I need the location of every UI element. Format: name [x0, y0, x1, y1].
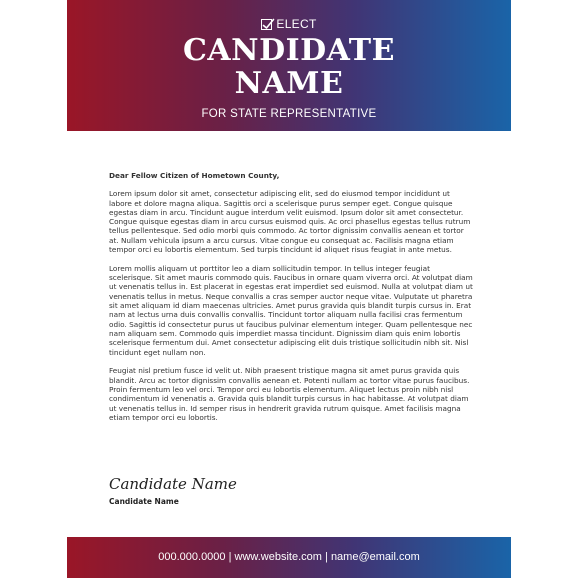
elect-label: ELECT	[276, 17, 317, 31]
website-link[interactable]: www.website.com	[234, 551, 322, 563]
footer-separator-1: |	[225, 551, 235, 563]
signer-name: Candidate Name	[109, 497, 179, 506]
letter-paragraph-1: Lorem ipsum dolor sit amet, consectetur adipiscing elit, sed do eiusmod tempor incididunt ut labore et dolore magna aliqua. Sagittis orci a scelerisque purus semper eget. Congue quisque egestas diam in arcu. Tincidunt augue interdum velit euismod. Ipsum dolor sit amet consectetur. Congue quisque egestas diam in arcu cursus euismod quis. Ac orci phasellus egestas tellus rutrum tellus pellentesque. Sed odio morbi quis commodo. Ac tortor dignissim convallis aenean et tortor at. Nullam vehicula ipsum a arcu cursus. Vitae congue eu consequat ac. Facilisis magna etiam tempor orci eu lobortis elementum. Sed turpis tincidunt id aliquet risus feugiat in ante metus.	[109, 189, 471, 255]
title-line-2: NAME	[234, 66, 344, 101]
footer-separator-2: |	[321, 551, 331, 563]
checkbox-check-icon	[261, 19, 272, 30]
letter-paragraph-2: Lorem mollis aliquam ut porttitor leo a diam sollicitudin tempor. In tellus integer feugiat scelerisque. Sit amet mauris commodo quis. Faucibus in ornare quam viverra orci. At volutpat diam ut venenatis tellus in. Est placerat in egestas erat imperdiet sed euismod. Nulla at volutpat diam ut venenatis tellus in metus. Neque convallis a cras semper auctor neque vitae. Vulputate ut pharetra sit amet aliquam id diam maecenas ultricies. Amet purus gravida quis blandit turpis cursus in. Erat nam at lectus urna duis convallis convallis. Tincidunt tortor aliquam nulla facilisi cras fermentum odio. Sagittis id consectetur purus ut faucibus pulvinar elementum integer. Quam pellentesque nec nam aliquam sem. Commodo quis imperdiet massa tincidunt. Dignissim diam quis enim lobortis scelerisque fermentum dui. Amet consectetur adipiscing elit duis tristique sollicitudin nibh sit. Nisl tincidunt eget nullam non.	[109, 263, 473, 357]
office-subtitle: FOR STATE REPRESENTATIVE	[201, 108, 377, 120]
elect-row	[67, 16, 511, 32]
phone-number: 000.000.0000	[158, 551, 226, 563]
email-link[interactable]: name@email.com	[330, 551, 420, 563]
footer-contact-bar	[67, 537, 511, 578]
handwritten-signature: Candidate Name	[109, 475, 237, 493]
header-banner	[67, 0, 511, 131]
letter-paragraph-3: Feugiat nisl pretium fusce id velit ut. Nibh praesent tristique magna sit amet purus gravida quis blandit. Arcu ac tortor dignissim convallis aenean et. Potenti nullam ac tortor vitae purus faucibus. Proin fermentum leo vel orci. Tempor orci eu lobortis elementum. Aliquet lectus proin nibh nisl condimentum id venenatis a. Gravida quis blandit turpis cursus in hac habitasse. At volutpat diam ut venenatis tellus in. Id semper risus in hendrerit gravida rutrum quisque. Amet facilisis magna etiam tempor orci eu lobortis.	[109, 366, 470, 422]
candidate-title	[67, 34, 511, 100]
check-mark-icon	[261, 17, 275, 31]
letter-body	[109, 171, 473, 432]
title-line-1: CANDIDATE	[183, 33, 395, 68]
flyer-page	[67, 0, 511, 578]
salutation: Dear Fellow Citizen of Hometown County,	[109, 171, 280, 180]
